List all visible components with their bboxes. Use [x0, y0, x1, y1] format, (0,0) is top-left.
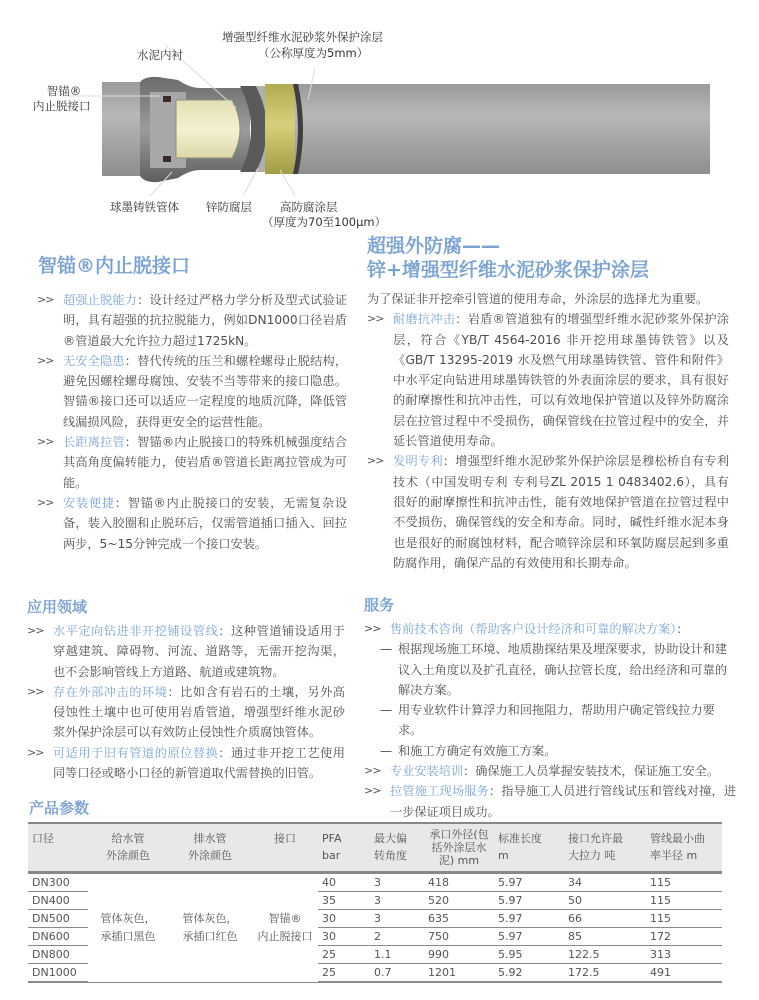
list-item	[27, 743, 345, 784]
cell-diameter: DN500	[28, 910, 88, 928]
cell-od: 635	[424, 910, 494, 928]
item-text: ：确保施工人员掌握安装技术，保证施工安全。	[463, 764, 720, 779]
item-text: ：通过非开挖工艺使用同等口径或略小口径的新管道取代需替换的旧管。	[53, 745, 345, 781]
cell-angle: 3	[370, 910, 424, 928]
bullet-marker: >>	[364, 622, 381, 635]
cell-diameter: DN300	[28, 873, 88, 892]
joint-section	[38, 254, 348, 278]
cell-length: 5.97	[494, 892, 564, 910]
list-item	[367, 451, 729, 573]
cell-diameter: DN800	[28, 946, 88, 964]
item-text: ：设计经过严格力学分析及型式试验证明，具有超强的抗拉脱能力，例如DN1000口径岩盾®管道最大允许拉力超过1725kN。	[63, 293, 348, 348]
bullet-marker: >>	[37, 353, 54, 367]
cell-force: 66	[564, 910, 646, 928]
item-keyword: 可适用于旧有管道的原位替换	[53, 745, 219, 760]
joint-feature-list	[37, 290, 347, 554]
label-joint-line1: 智锚®	[46, 84, 82, 98]
table-row	[28, 873, 722, 892]
item-keyword: 安装便捷	[63, 495, 115, 510]
item-keyword: 专业安装培训	[390, 764, 464, 779]
cell-angle: 2	[370, 928, 424, 946]
sub-item-text: 和施工方确定有效施工方案。	[398, 743, 557, 758]
item-keyword: 发明专利	[393, 454, 443, 469]
cell-force: 172.5	[564, 964, 646, 983]
item-text: ：指导施工人员进行管线试压和管线对撞，进一步保证项目成功。	[390, 784, 737, 819]
item-text: ：比如含有岩石的土壤，另外高侵蚀性土壤中也可使用岩盾管道，增强型纤维水泥砂浆外保护涂层可以有效防止侵蚀性介质腐蚀管体。	[53, 684, 345, 740]
cell-radius: 115	[646, 892, 722, 910]
item-text: ：智锚®内止脱接口的安装，无需复杂设备，装入胶圈和止脱环后，仅需管道插口插入、回拉两步，5~15分钟完成一个接口安装。	[63, 495, 348, 551]
cell-od: 1201	[424, 964, 494, 983]
product-params-table	[28, 822, 722, 983]
label-zinc-layer: 锌防腐层	[206, 200, 252, 214]
applications-title: 应用领域	[27, 598, 88, 616]
cell-pfa: 30	[318, 928, 370, 946]
item-keyword: 无安全隐患	[63, 353, 125, 368]
pipe-cross-section-diagram	[0, 0, 759, 232]
product-table-title: 产品参数	[29, 799, 90, 817]
header-max-angle: 最大偏 转角度	[374, 832, 407, 862]
item-text: ：	[676, 622, 689, 636]
item-keyword: 超强止脱能力	[63, 293, 138, 307]
cell-pfa: 25	[318, 946, 370, 964]
cell-pfa: 40	[318, 873, 370, 892]
cell-diameter: DN400	[28, 892, 88, 910]
cell-od: 520	[424, 892, 494, 910]
item-text: ：增强型纤维水泥砂浆外保护涂层是穆松桥自有专利技术（中国发明专利 专利号ZL 2015 1 0483402.6），具有很好的耐摩擦性和抗冲击性，能有效地保护管道在拉管过程中不受损伤，确保管线的安全和寿命。同时，碱性纤维水泥本身也是很好的耐腐蚀材料，配合喷锌涂层和环氧防腐层起到多重防腐作用，确保产品的有效使用和长期寿命。	[393, 454, 730, 570]
sub-item	[364, 639, 736, 700]
list-item	[27, 682, 345, 743]
cell-pfa: 35	[318, 892, 370, 910]
sub-item	[364, 700, 736, 741]
applications-section	[27, 597, 345, 783]
header-supply-color: 给水管 外涂颜色	[106, 832, 150, 862]
coating-section	[367, 234, 737, 282]
item-keyword: 拉管施工现场服务	[390, 784, 489, 799]
item-keyword: 长距离拉管	[63, 435, 125, 450]
item-keyword: 存在外部冲击的环境	[53, 684, 168, 699]
cell-length: 5.97	[494, 928, 564, 946]
label-cement-lining: 水泥内衬	[137, 48, 183, 62]
label-outer-coating: 增强型纤维水泥砂浆外保护涂层	[222, 30, 383, 44]
bullet-marker: >>	[37, 495, 54, 509]
cell-length: 5.92	[494, 964, 564, 983]
item-keyword: 耐磨抗冲击	[393, 312, 456, 327]
services-title: 服务	[364, 596, 395, 614]
cell-angle: 0.7	[370, 964, 424, 983]
header-std-length: 标准长度 m	[498, 832, 542, 862]
coating-feature-list	[367, 289, 729, 573]
sub-item	[364, 741, 736, 761]
cell-length: 5.97	[494, 873, 564, 892]
services-list	[364, 619, 736, 822]
cell-force: 85	[564, 928, 646, 946]
cell-drain-color: 管体灰色， 承插口红色	[168, 873, 252, 983]
sub-item-text: 根据现场施工环境、地质勘探结果及埋深要求，协助设计和建议入土角度以及扩孔直径，确认拉管长度，给出经济和可靠的解决方案。	[398, 642, 728, 697]
bullet-marker: >>	[27, 684, 44, 698]
header-min-radius: 管线最小曲 率半径 m	[650, 832, 705, 862]
bullet-marker: >>	[37, 435, 54, 449]
label-joint-line2: 内止脱接口	[33, 99, 91, 113]
header-drain-color: 排水管 外涂颜色	[188, 832, 232, 862]
services-section	[364, 595, 736, 822]
item-keyword: 售前技术咨询（帮助客户设计经济和可靠的解决方案）	[390, 622, 677, 636]
cell-pfa: 25	[318, 964, 370, 983]
joint-section-title: 智锚®内止脱接口	[38, 255, 191, 277]
label-anticorrosion-note: （厚度为70至100µm）	[262, 215, 387, 229]
cell-radius: 115	[646, 910, 722, 928]
list-item	[364, 761, 736, 781]
dash-marker: —	[380, 703, 393, 718]
header-pfa: PFA bar	[322, 832, 342, 862]
item-text: ：岩盾®管道独有的增强型纤维水泥砂浆外保护涂层，符合《YB/T 4564-2016 非开挖用球墨铸铁管》以及《GB/T 13295-2019 水及燃气用球墨铸铁管、管件和附件》中水平定向钻进用球墨铸铁管的外表面涂层的要求，具有很好的耐摩擦性和抗冲击性，可以有效地保护管道以及锌外防腐涂层在拉管过程中不受损伤，确保管线在拉管过程中的安全，并延长管道使用寿命。	[393, 312, 730, 449]
coating-intro: 为了保证非开挖牵引管道的使用寿命，外涂层的选择尤为重要。	[367, 292, 709, 306]
cell-length: 5.95	[494, 946, 564, 964]
cell-joint: 智锚® 内止脱接口	[252, 873, 318, 983]
list-item	[37, 493, 347, 554]
bullet-marker: >>	[27, 745, 44, 759]
cell-diameter: DN1000	[28, 964, 88, 983]
label-outer-coating-note: （公称厚度为5mm）	[258, 46, 369, 60]
cell-radius: 313	[646, 946, 722, 964]
cell-radius: 115	[646, 873, 722, 892]
cell-angle: 3	[370, 892, 424, 910]
cell-pfa: 30	[318, 910, 370, 928]
cell-force: 122.5	[564, 946, 646, 964]
header-allowed-force: 接口允许最 大拉力 吨	[568, 832, 623, 862]
bullet-marker: >>	[364, 784, 381, 798]
item-text: ：这种管道铺设适用于穿越建筑、障碍物、河流、道路等，无需开挖沟渠，也不会影响管线上方道路、航道或建筑物。	[53, 624, 345, 679]
list-item	[367, 309, 729, 451]
cell-od: 750	[424, 928, 494, 946]
cell-radius: 172	[646, 928, 722, 946]
item-text: ：智锚®内止脱接口的特殊机械强度结合其高角度偏转能力，使岩盾®管道长距离拉管成为可能。	[63, 435, 348, 490]
dash-marker: —	[380, 743, 393, 758]
list-item	[27, 621, 345, 682]
label-anticorrosion: 高防腐涂层	[280, 200, 338, 214]
cell-diameter: DN600	[28, 928, 88, 946]
bullet-marker: >>	[37, 293, 54, 306]
header-joint: 接口	[274, 832, 296, 845]
header-diameter: 口径	[32, 832, 54, 845]
coating-section-title-line1: 超强外防腐——	[367, 235, 501, 257]
list-item	[37, 432, 347, 493]
cell-force: 50	[564, 892, 646, 910]
item-text: ：替代传统的压兰和螺栓螺母止脱结构，避免因螺栓螺母腐蚀、安装不当等带来的接口隐患。智锚®接口还可以适应一定程度的地质沉降，降低管线漏损风险，获得更安全的运营性能。	[63, 353, 348, 429]
cell-od: 990	[424, 946, 494, 964]
cell-angle: 3	[370, 873, 424, 892]
cell-length: 5.97	[494, 910, 564, 928]
bullet-marker: >>	[364, 764, 381, 778]
table-header-row	[28, 823, 722, 873]
list-item	[364, 781, 736, 822]
applications-list	[27, 621, 345, 783]
list-item	[37, 290, 347, 351]
sub-item-text: 用专业软件计算浮力和回拖阻力，帮助用户确定管线拉力要求。	[398, 703, 715, 738]
item-keyword: 水平定向钻进非开挖铺设管线	[53, 624, 219, 638]
header-socket-od: 承口外径(包 括外涂层水 泥) mm	[429, 828, 489, 867]
cell-force: 34	[564, 873, 646, 892]
bullet-marker: >>	[367, 454, 384, 468]
bullet-marker: >>	[367, 312, 384, 326]
coating-section-title-line2: 锌+增强型纤维水泥砂浆保护涂层	[367, 259, 649, 281]
list-item	[364, 619, 736, 639]
dash-marker: —	[380, 642, 393, 657]
cell-radius: 491	[646, 964, 722, 983]
label-pipe-body: 球墨铸铁管体	[110, 200, 179, 214]
cell-supply-color: 管体灰色， 承插口黑色	[88, 873, 168, 983]
cell-angle: 1.1	[370, 946, 424, 964]
list-item	[37, 351, 347, 432]
bullet-marker: >>	[27, 624, 44, 637]
cell-od: 418	[424, 873, 494, 892]
